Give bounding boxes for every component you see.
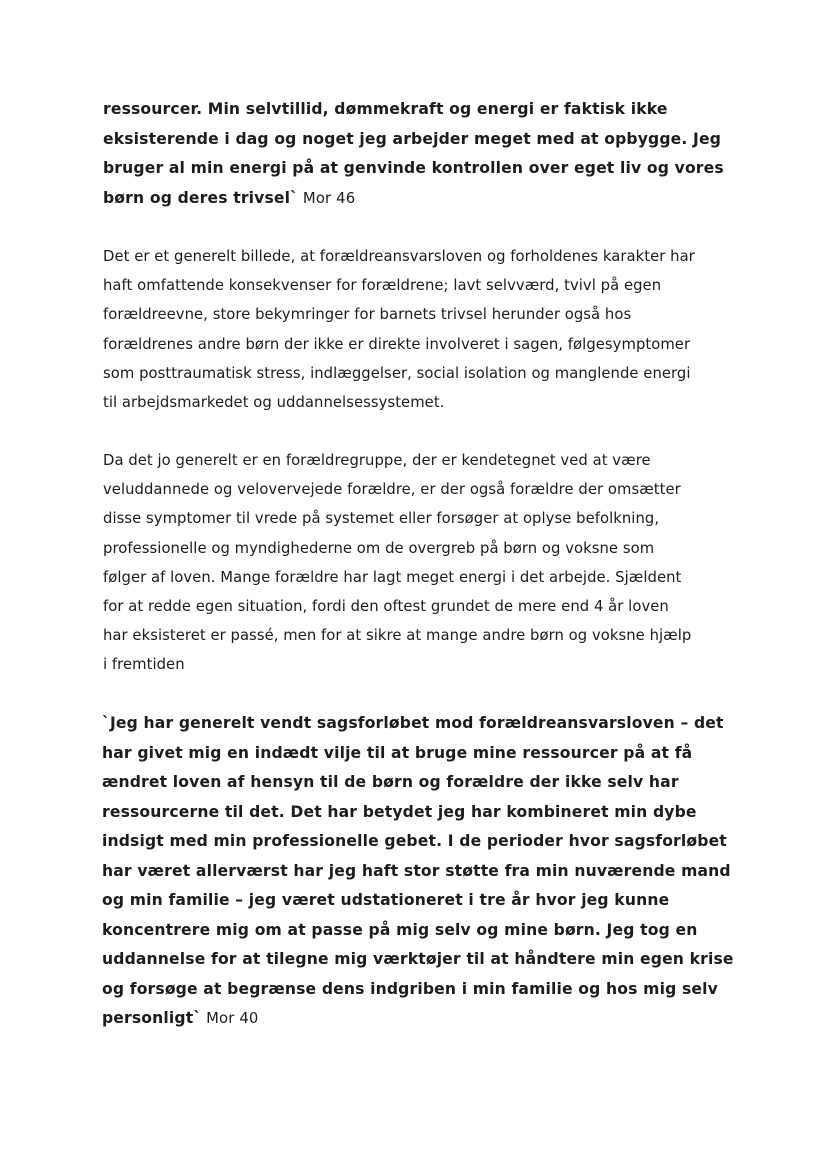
text-line: Det er et generelt billede, at forældreansvarsloven og forholdenes karakter har bbox=[103, 248, 695, 265]
text-line: uddannelse for at tilegne mig værktøjer til at håndtere min egen krise bbox=[102, 950, 734, 968]
text-line: i fremtiden bbox=[103, 656, 185, 674]
text-line bbox=[103, 184, 763, 214]
quote-attribution: Mor 46 bbox=[298, 189, 356, 207]
text-line: ændret loven af hensyn til de børn og forældre der ikke selv har bbox=[102, 773, 679, 791]
text-line: ressourcerne til det. Det har betydet jeg har kombineret min dybe bbox=[102, 802, 697, 821]
body-paragraph-1 bbox=[103, 242, 763, 417]
text-line: har været allerværst har jeg haft stor støtte fra min nuværende mand bbox=[102, 861, 731, 880]
quote-paragraph-1 bbox=[103, 95, 763, 213]
text-line: for at redde egen situation, fordi den oftest grundet de mere end 4 år loven bbox=[103, 598, 669, 616]
text-line: Da det jo generelt er en forældregruppe, der er kendetegnet ved at være bbox=[103, 452, 651, 469]
quote-end: personligt` bbox=[102, 1009, 202, 1027]
text-line: forældreevne, store bekymringer for barnets trivsel herunder også hos bbox=[103, 306, 632, 324]
quote-paragraph-2 bbox=[102, 709, 762, 1034]
text-line: koncentrere mig om at passe på mig selv og mine børn. Jeg tog en bbox=[102, 920, 698, 939]
text-line: og min familie – jeg været udstationeret i tre år hvor jeg kunne bbox=[102, 891, 670, 909]
text-line: og forsøge at begrænse dens indgriben i min familie og hos mig selv bbox=[102, 979, 718, 998]
text-line: til arbejdsmarkedet og uddannelsessystemet. bbox=[103, 394, 445, 412]
text-line: eksisterende i dag og noget jeg arbejder meget med at opbygge. Jeg bbox=[103, 129, 722, 148]
text-line bbox=[102, 1004, 762, 1034]
text-line: følger af loven. Mange forældre har lagt meget energi i det arbejde. Sjældent bbox=[103, 568, 682, 586]
text-line: veluddannede og velovervejede forældre, er der også forældre der omsætter bbox=[103, 481, 681, 499]
text-line: professionelle og myndighederne om de overgreb på børn og voksne som bbox=[103, 539, 655, 557]
text-line: forældrenes andre børn der ikke er direkte involveret i sagen, følgesymptomer bbox=[103, 335, 691, 353]
body-paragraph-2 bbox=[103, 446, 763, 680]
text-line: indsigt med min professionelle gebet. I de perioder hvor sagsforløbet bbox=[102, 832, 727, 850]
text-line: `Jeg har generelt vendt sagsforløbet mod forældreansvarsloven – det bbox=[102, 714, 724, 732]
quote-attribution: Mor 40 bbox=[201, 1010, 259, 1027]
text-line: haft omfattende konsekvenser for forældrene; lavt selvværd, tvivl på egen bbox=[103, 277, 662, 295]
text-line: som posttraumatisk stress, indlæggelser, social isolation og manglende energi bbox=[103, 364, 691, 382]
text-line: bruger al min energi på at genvinde kontrollen over eget liv og vores bbox=[103, 159, 724, 177]
text-line: ressourcer. Min selvtillid, dømmekraft og energi er faktisk ikke bbox=[103, 100, 668, 118]
text-line: har eksisteret er passé, men for at sikre at mange andre børn og voksne hjælp bbox=[103, 627, 692, 645]
text-line: disse symptomer til vrede på systemet eller forsøger at oplyse befolkning, bbox=[103, 510, 660, 528]
quote-end: børn og deres trivsel` bbox=[103, 188, 299, 207]
text-line: har givet mig en indædt vilje til at bruge mine ressourcer på at få bbox=[102, 743, 693, 762]
